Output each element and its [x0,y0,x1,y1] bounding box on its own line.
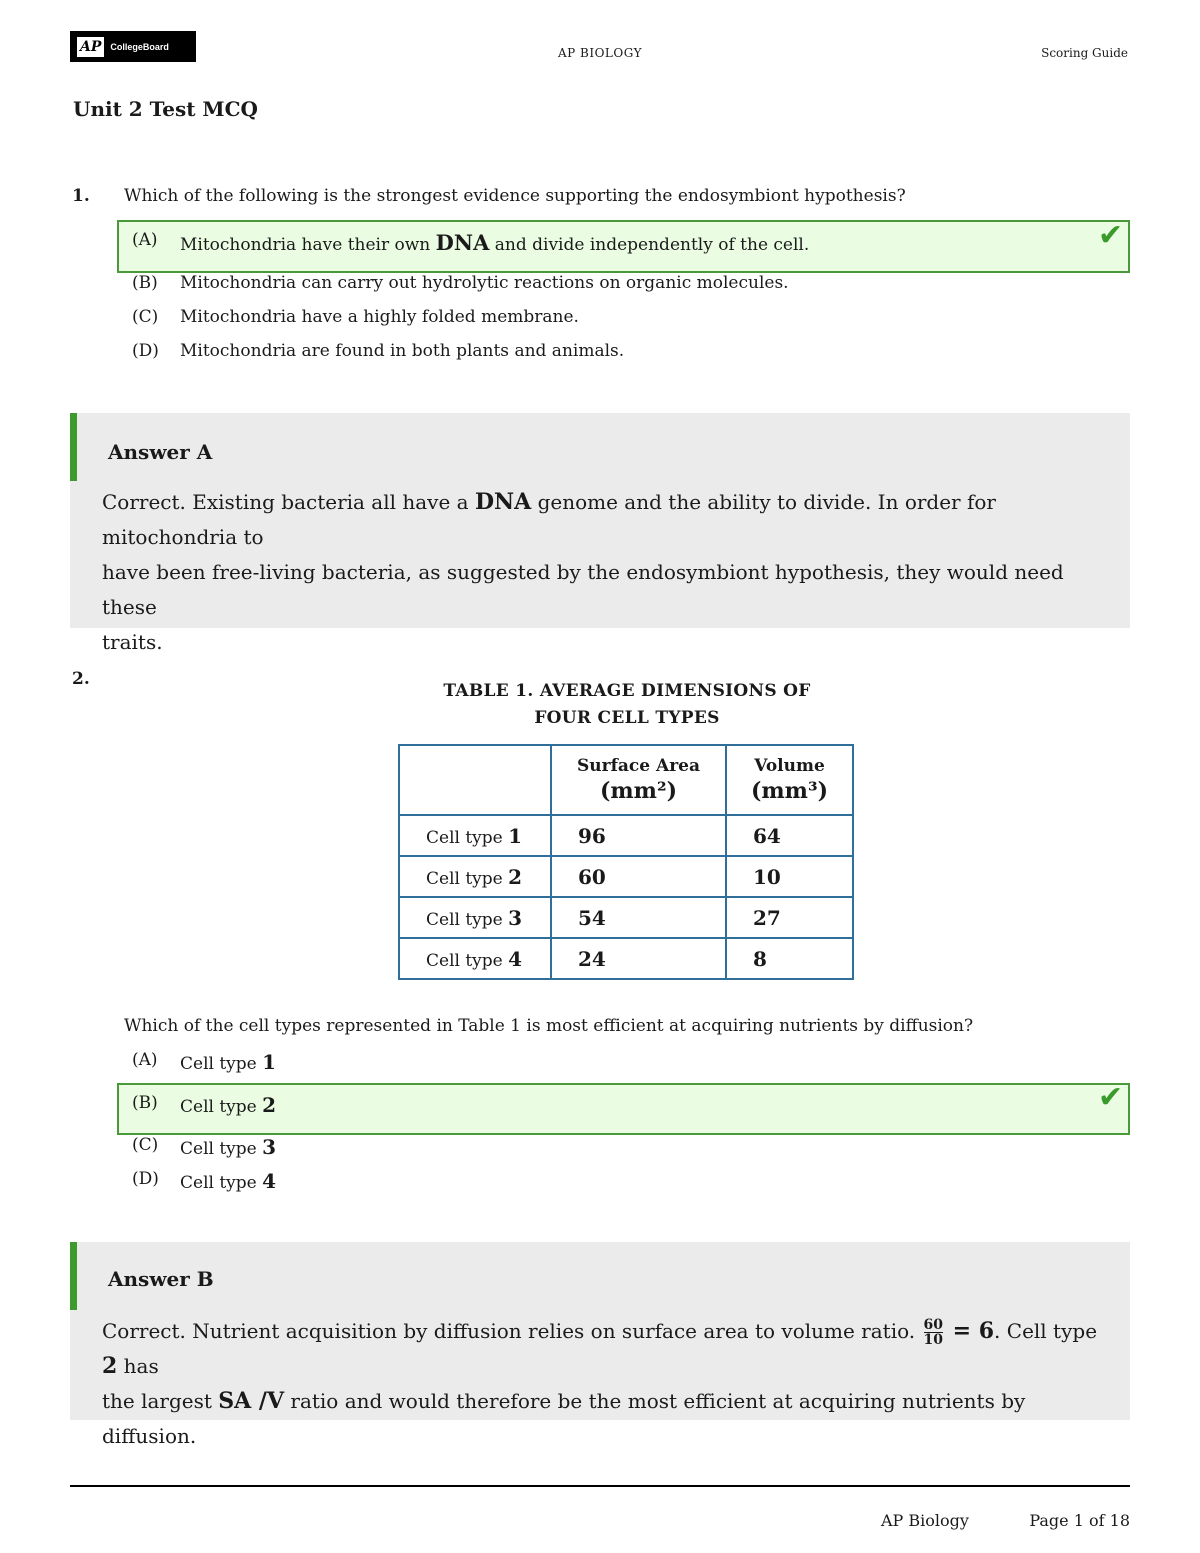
table-cell-surface-area: 60 [551,856,726,897]
footer-divider [70,1485,1130,1487]
table-header-row [399,745,853,815]
table-row [399,815,853,856]
table-cell-volume: 8 [726,938,853,979]
question-1-choice-b[interactable] [132,273,789,293]
document-title: Unit 2 Test MCQ [73,97,258,121]
table-cell-surface-area: 54 [551,897,726,938]
table-header-cell: Surface Area (mm²) [551,745,726,815]
answer-explanation: Correct. Nutrient acquisition by diffusion relies on surface area to volume ratio. $\frac{60}{10}$ = 6. Cell type 2 has the largest SA /V ratio and would therefore be the most efficient at acquiring nutrients by diffusion. [102,1317,1098,1448]
answer-heading: Answer A [108,440,213,464]
collegeboard-wordmark: CollegeBoard [110,41,169,52]
choice-text: Mitochondria are found in both plants and animals. [180,341,625,361]
footer-page-number: Page 1 of 18 [1029,1511,1130,1530]
choice-letter: (D) [132,1169,159,1189]
table-row [399,897,853,938]
choice-letter: (B) [132,1093,158,1113]
cell-dimensions-table [398,744,854,980]
question-1-prompt: Which of the following is the strongest evidence supporting the endosymbiont hypothesis? [124,186,906,206]
answer-accent-bar [70,1242,77,1310]
question-1-choice-d[interactable] [132,341,624,361]
table-row [399,938,853,979]
table-title: TABLE 1. AVERAGE DIMENSIONS OF FOUR CELL TYPES [443,681,811,728]
answer-panel-2 [70,1242,1130,1448]
choice-text: Cell type 2 [180,1093,277,1117]
ap-logo-mark: AP [77,37,104,57]
question-2-choice-d[interactable] [132,1169,276,1193]
table-row [399,856,853,897]
table-cell-volume: 10 [726,856,853,897]
table-row-label: Cell type 1 [399,815,551,856]
table-cell-surface-area: 24 [551,938,726,979]
answer-panel-1 [70,413,1130,654]
answer-heading: Answer B [108,1267,214,1291]
table-row-label: Cell type 3 [399,897,551,938]
choice-text: Cell type 3 [180,1135,277,1159]
question-1-choice-c[interactable] [132,307,579,327]
question-2-choice-a[interactable] [132,1050,276,1074]
question-2-choice-c[interactable] [132,1135,276,1159]
table-header-cell: Volume (mm³) [726,745,853,815]
header-guide-label: Scoring Guide [1041,46,1128,60]
choice-letter: (C) [132,1135,159,1155]
answer-explanation: Correct. Existing bacteria all have a DNA genome and the ability to divide. In order for mitochondria to have been free-living bacteria, as suggested by the endosymbiont hypothesis, they would need these traits. [102,489,1064,654]
choice-letter: (C) [132,307,159,327]
choice-letter: (D) [132,341,159,361]
question-1-number: 1. [72,186,90,206]
correct-check-icon: ✔ [1098,1080,1124,1115]
choice-letter: (B) [132,273,158,293]
correct-check-icon: ✔ [1098,218,1124,253]
header-subject: AP BIOLOGY [557,46,643,60]
choice-text: Mitochondria have their own DNA and divide independently of the cell. [180,230,810,255]
choice-letter: (A) [132,230,158,250]
table-row-label: Cell type 2 [399,856,551,897]
footer-course: AP Biology [881,1511,969,1530]
table-cell-volume: 64 [726,815,853,856]
ratio-fraction: $\frac{60}{10}$ [923,1317,943,1348]
question-1-choice-a[interactable] [132,230,809,255]
answer-accent-bar [70,413,77,481]
question-2-choice-b[interactable] [132,1093,276,1117]
choice-text: Mitochondria have a highly folded membrane. [180,307,579,327]
question-2-prompt: Which of the cell types represented in Table 1 is most efficient at acquiring nutrients by diffusion? [124,1016,974,1036]
table-row-label: Cell type 4 [399,938,551,979]
table-header-cell [399,745,551,815]
choice-text: Cell type 1 [180,1050,277,1074]
table-cell-volume: 27 [726,897,853,938]
table-cell-surface-area: 96 [551,815,726,856]
choice-text: Cell type 4 [180,1169,277,1193]
choice-text: Mitochondria can carry out hydrolytic reactions on organic molecules. [180,273,789,293]
choice-letter: (A) [132,1050,158,1070]
question-2-number: 2. [72,669,90,689]
